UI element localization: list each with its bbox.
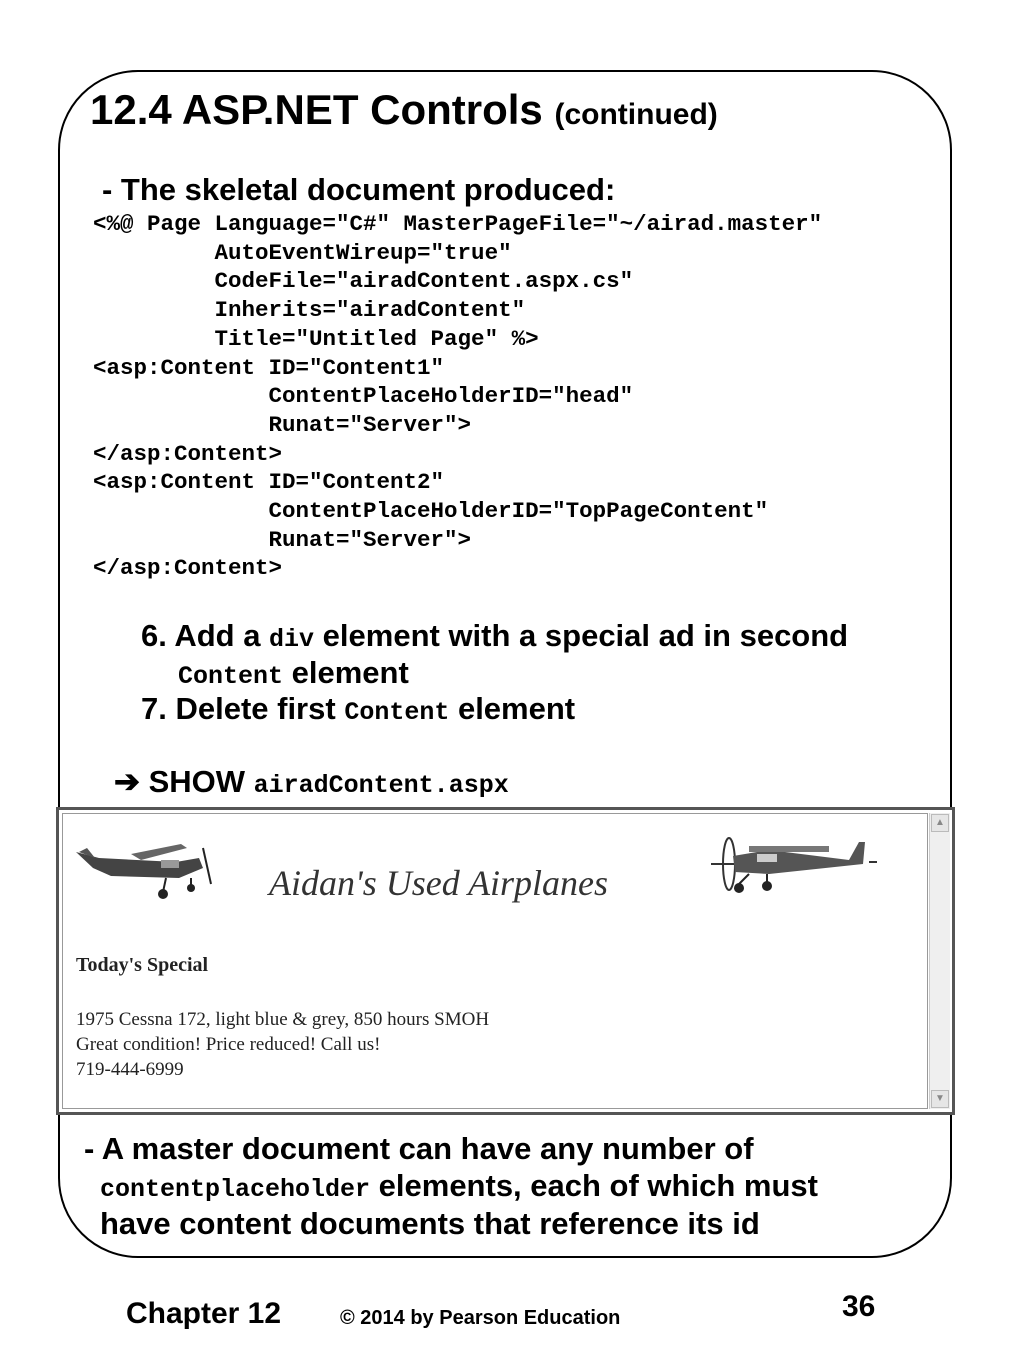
ad-line: 719-444-6999 — [76, 1059, 184, 1080]
step-7: 7. Delete first Content element — [141, 691, 576, 727]
code-line: ContentPlaceHolderID="TopPageContent" — [93, 498, 769, 525]
inline-code: Content — [344, 698, 450, 727]
special-heading: Today's Special — [76, 954, 209, 976]
step-6-continued: Content element — [178, 655, 409, 691]
arrow-right-icon: ➔ — [114, 764, 140, 799]
inline-code: Content — [178, 662, 284, 691]
bottom-line-3: have content documents that reference its id — [100, 1206, 760, 1241]
code-line: </asp:Content> — [93, 440, 283, 467]
code-line: <%@ Page Language="C#" MasterPageFile="~/airad.master" — [93, 211, 823, 237]
code-block — [93, 210, 822, 583]
airplane-right-icon — [709, 832, 879, 902]
scroll-up-icon[interactable]: ▲ — [931, 814, 949, 832]
footer-chapter: Chapter 12 — [126, 1297, 282, 1330]
step-6: 6. Add a div element with a special ad in second — [141, 618, 849, 654]
inline-code: div — [269, 625, 315, 654]
subtitle: - The skeletal document produced: — [102, 172, 616, 207]
inline-code: contentplaceholder — [100, 1175, 371, 1204]
footer-copyright: © 2014 by Pearson Education — [340, 1307, 621, 1329]
code-line: CodeFile="airadContent.aspx.cs" — [93, 268, 634, 295]
code-line: Runat="Server"> — [93, 526, 472, 553]
title-suffix: (continued) — [554, 98, 718, 131]
code-line: ContentPlaceHolderID="head" — [93, 383, 634, 410]
airplane-left-icon — [71, 834, 231, 904]
code-line: </asp:Content> — [93, 555, 283, 582]
code-line: <asp:Content ID="Content1" — [93, 354, 445, 381]
code-line: AutoEventWireup="true" — [93, 239, 512, 266]
code-line: <asp:Content ID="Content2" — [93, 469, 445, 496]
show-line: ➔ SHOW airadContent.aspx — [114, 764, 509, 800]
bottom-line-2: contentplaceholder elements, each of which must — [100, 1168, 818, 1204]
browser-viewport — [62, 813, 928, 1109]
show-file: airadContent.aspx — [253, 771, 509, 800]
ad-line: Great condition! Price reduced! Call us! — [76, 1034, 381, 1055]
slide-title — [90, 86, 718, 134]
code-line: Inherits="airadContent" — [93, 297, 526, 324]
browser-screenshot — [56, 807, 955, 1115]
code-line: Runat="Server"> — [93, 411, 472, 438]
code-line: Title="Untitled Page" %> — [93, 325, 539, 352]
title-main: 12.4 ASP.NET Controls — [90, 86, 543, 133]
site-title: Aidan's Used Airplanes — [269, 863, 609, 903]
page-number: 36 — [842, 1290, 876, 1323]
vertical-scrollbar[interactable] — [929, 813, 950, 1109]
scroll-down-icon[interactable]: ▼ — [931, 1090, 949, 1108]
ad-line: 1975 Cessna 172, light blue & grey, 850 hours SMOH — [76, 1009, 490, 1030]
bottom-line-1: - A master document can have any number of — [84, 1131, 754, 1166]
